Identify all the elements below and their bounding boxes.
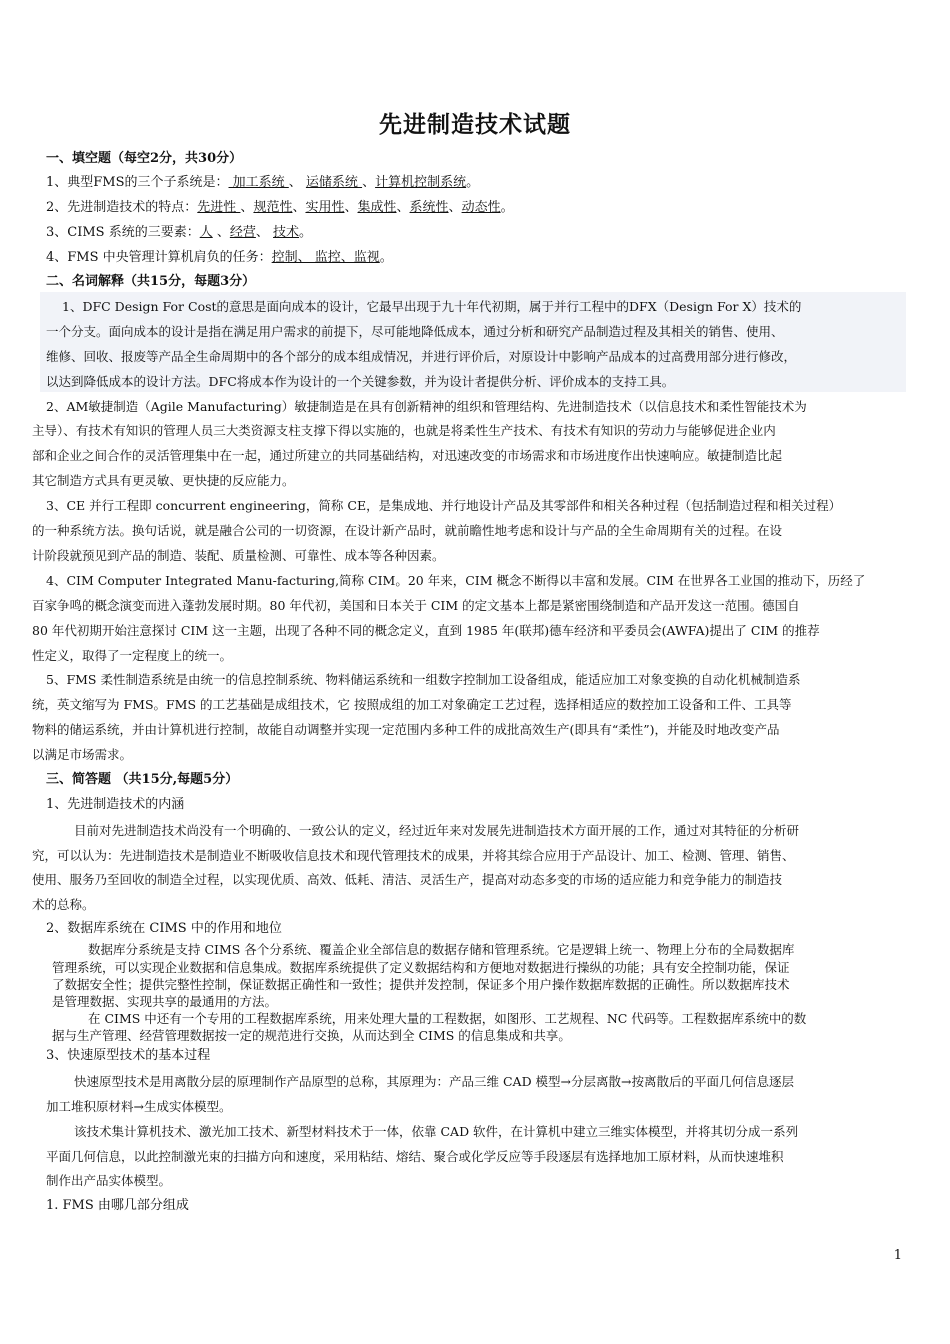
short-answer-3-line: 平面几何信息，以此控制激光束的扫描方向和速度，采用粘结、熔结、聚合或化学反应等手段逐层有选择地加工原材料，从而快速堆积 xyxy=(46,1149,784,1164)
short-question-4-title: 1. FMS 由哪几部分组成 xyxy=(46,1198,189,1213)
separator: 、 xyxy=(240,200,254,215)
term-am-line: 主导）、有技术有知识的管理人员三大类资源支柱支撑下得以实施的，也就是将柔性生产技术、有技术有知识的劳动力与能够促进企业内 xyxy=(32,423,776,438)
answer-blank: 技术 xyxy=(273,225,300,240)
answer-blank: 动态性 xyxy=(461,200,501,215)
term-dfc-line: 1、DFC Design For Cost的意思是面向成本的设计，它最早出现于九十年代初期，属于并行工程中的DFX（Design For X）技术的 xyxy=(62,299,802,314)
short-answer-1-line: 究，可以认为：先进制造技术是制造业不断吸收信息技术和现代管理技术的成果，并将其综合应用于产品设计、加工、检测、管理、销售、 xyxy=(32,848,795,863)
term-cim-line: 性定义，取得了一定程度上的统一。 xyxy=(32,648,233,663)
answer-blank: 运储系统 xyxy=(305,175,363,190)
term-ce-line: 的一种系统方法。换句话说，就是融合公司的一切资源，在设计新产品时，就前瞻性地考虑和设计与产品的全生命周期有关的过程。在设 xyxy=(32,523,783,538)
separator: 、 xyxy=(292,200,306,215)
term-dfc-line: 一个分支。面向成本的设计是指在满足用户需求的前提下，尽可能地降低成本，通过分析和研究产品制造过程及其相关的销售、使用、 xyxy=(46,324,784,339)
separator: 、 xyxy=(288,175,306,190)
answer-blank: 实用性 xyxy=(305,200,345,215)
separator: 、 xyxy=(212,225,230,240)
punctuation: 。 xyxy=(500,200,514,215)
question-text: 1、典型FMS的三个子系统是： xyxy=(46,175,229,190)
short-answer-1-line: 术的总称。 xyxy=(32,897,95,912)
section-2-heading: 二、名词解释（共15分，每题3分） xyxy=(46,274,256,289)
term-dfc-line: 以达到降低成本的设计方法。DFC将成本作为设计的一个关键参数，并为设计者提供分析、评价成本的支持工具。 xyxy=(46,374,675,389)
short-answer-2-line: 据与生产管理、经营管理数据按一定的规范进行交换，从而达到全 CIMS 的信息集成和共享。 xyxy=(52,1028,571,1043)
section-1-heading: 一、填空题（每空2分，共30分） xyxy=(46,151,243,166)
fill-question-2 xyxy=(46,199,514,217)
term-fms-line: 5、FMS 柔性制造系统是由统一的信息控制系统、物料储运系统和一组数字控制加工设备组成，能适应加工对象变换的自动化机械制造系 xyxy=(46,672,801,687)
short-answer-2-line: 数据库分系统是支持 CIMS 各个分系统、覆盖企业全部信息的数据存储和管理系统。它是逻辑上统一、物理上分布的全局数据库 xyxy=(88,942,795,957)
term-am-line: 部和企业之间合作的灵活管理集中在一起，通过所建立的共同基础结构，对迅速改变的市场需求和市场进度作出快速响应。敏捷制造比起 xyxy=(32,448,783,463)
term-cim-line: 80 年代初期开始注意探讨 CIM 这一主题，出现了各种不同的概念定义，直到 1985 年(联邦)德车经济和平委员会(AWFA)提出了 CIM 的推荐 xyxy=(32,623,820,638)
separator: 、 xyxy=(255,225,274,240)
answer-blank: 系统性 xyxy=(409,200,449,215)
separator: 、 xyxy=(344,200,358,215)
separator: 、 xyxy=(396,200,410,215)
term-am-line: 其它制造方式具有更灵敏、更快捷的反应能力。 xyxy=(32,473,295,488)
short-answer-1-line: 使用、服务乃至回收的制造全过程，以实现优质、高效、低耗、清洁、灵活生产，提高对动态多变的市场的适应能力和竞争能力的制造技 xyxy=(32,872,783,887)
answer-blank: 经营 xyxy=(229,225,256,240)
term-dfc-line: 维修、回收、报废等产品全生命周期中的各个部分的成本组成情况，并进行评价后，对原设计中影响产品成本的过高费用部分进行修改， xyxy=(46,349,797,364)
punctuation: 。 xyxy=(299,225,313,240)
answer-blank: 人 xyxy=(199,225,213,240)
punctuation: 。 xyxy=(466,175,480,190)
short-question-3-title: 3、快速原型技术的基本过程 xyxy=(46,1048,211,1063)
term-am-line: 2、AM敏捷制造（Agile Manufacturing）敏捷制造是在具有创新精神的组织和管理结构、先进制造技术（以信息技术和柔性智能技术为 xyxy=(46,399,807,414)
answer-blank: 控制、 监控、监视 xyxy=(271,250,380,265)
short-answer-2-line: 管理系统，可以实现企业数据和信息集成。数据库系统提供了定义数据结构和方便地对数据进行操纵的功能；具有安全控制功能，保证 xyxy=(52,960,790,975)
answer-blank: 计算机控制系统 xyxy=(375,175,467,190)
answer-blank: 规范性 xyxy=(253,200,293,215)
question-text: 2、先进制造技术的特点： xyxy=(46,200,198,215)
short-question-2-title: 2、数据库系统在 CIMS 中的作用和地位 xyxy=(46,921,282,936)
fill-question-4 xyxy=(46,249,393,267)
term-fms-line: 物料的储运系统，并由计算机进行控制，故能自动调整并实现一定范围内多种工件的成批高效生产(即具有“柔性”)，并能及时地改变产品 xyxy=(32,722,780,737)
term-ce-line: 计阶段就预见到产品的制造、装配、质量检测、可靠性、成本等各种因素。 xyxy=(32,548,445,563)
section-3-heading: 三、简答题 （共15分,每题5分） xyxy=(46,772,239,787)
separator: 、 xyxy=(448,200,462,215)
short-answer-3-line: 加工堆积原材料→生成实体模型。 xyxy=(46,1099,232,1114)
term-ce-line: 3、CE 并行工程即 concurrent engineering，简称 CE，是集成地、并行地设计产品及其零部件和相关各种过程（包括制造过程和相关过程） xyxy=(46,498,842,513)
short-answer-2-line: 了数据安全性；提供完整性控制，保证数据正确性和一致性；提供并发控制，保证多个用户操作数据库数据的正确性。所以数据库技术 xyxy=(52,977,790,992)
question-text: 3、CIMS 系统的三要素： xyxy=(46,225,200,240)
term-fms-line: 以满足市场需求。 xyxy=(32,747,133,762)
short-answer-2-line: 在 CIMS 中还有一个专用的工程数据库系统，用来处理大量的工程数据，如图形、工艺规程、NC 代码等。工程数据库系统中的数 xyxy=(88,1011,807,1026)
short-question-1-title: 1、先进制造技术的内涵 xyxy=(46,797,185,812)
answer-blank: 加工系统 xyxy=(228,175,289,190)
term-cim-line: 4、CIM Computer Integrated Manu-facturing,简称 CIM。20 年来，CIM 概念不断得以丰富和发展。CIM 在世界各工业国的推动下，历经了 xyxy=(46,573,866,588)
separator: 、 xyxy=(362,175,376,190)
short-answer-1-line: 目前对先进制造技术尚没有一个明确的、一致公认的定义，经过近年来对发展先进制造技术方面开展的工作，通过对其特征的分析研 xyxy=(74,823,800,838)
short-answer-3-line: 制作出产品实体模型。 xyxy=(46,1173,172,1188)
term-fms-line: 统，英文缩写为 FMS。FMS 的工艺基础是成组技术，它 按照成组的加工对象确定工艺过程，选择相适应的数控加工设备和工件、工具等 xyxy=(32,697,792,712)
page-number: 1 xyxy=(893,1248,902,1263)
short-answer-3-line: 该技术集计算机技术、激光加工技术、新型材料技术于一体，依靠 CAD 软件，在计算机中建立三维实体模型，并将其切分成一系列 xyxy=(74,1124,799,1139)
term-cim-line: 百家争鸣的概念演变而进入蓬勃发展时期。80 年代初，美国和日本关于 CIM 的定文基本上都是紧密围绕制造和产品开发这一范围。德国自 xyxy=(32,598,800,613)
short-answer-2-line: 是管理数据、实现共享的最通用的方法。 xyxy=(52,994,278,1009)
punctuation: 。 xyxy=(379,250,393,265)
answer-blank: 集成性 xyxy=(357,200,397,215)
fill-question-3 xyxy=(46,224,312,242)
short-answer-3-line: 快速原型技术是用离散分层的原理制作产品原型的总称，其原理为：产品三维 CAD 模型→分层离散→按离散后的平面几何信息逐层 xyxy=(74,1074,795,1089)
question-text: 4、FMS 中央管理计算机肩负的任务： xyxy=(46,250,272,265)
answer-blank: 先进性 xyxy=(197,200,241,215)
fill-question-1 xyxy=(46,174,479,192)
document-title: 先进制造技术试题 xyxy=(379,112,571,138)
